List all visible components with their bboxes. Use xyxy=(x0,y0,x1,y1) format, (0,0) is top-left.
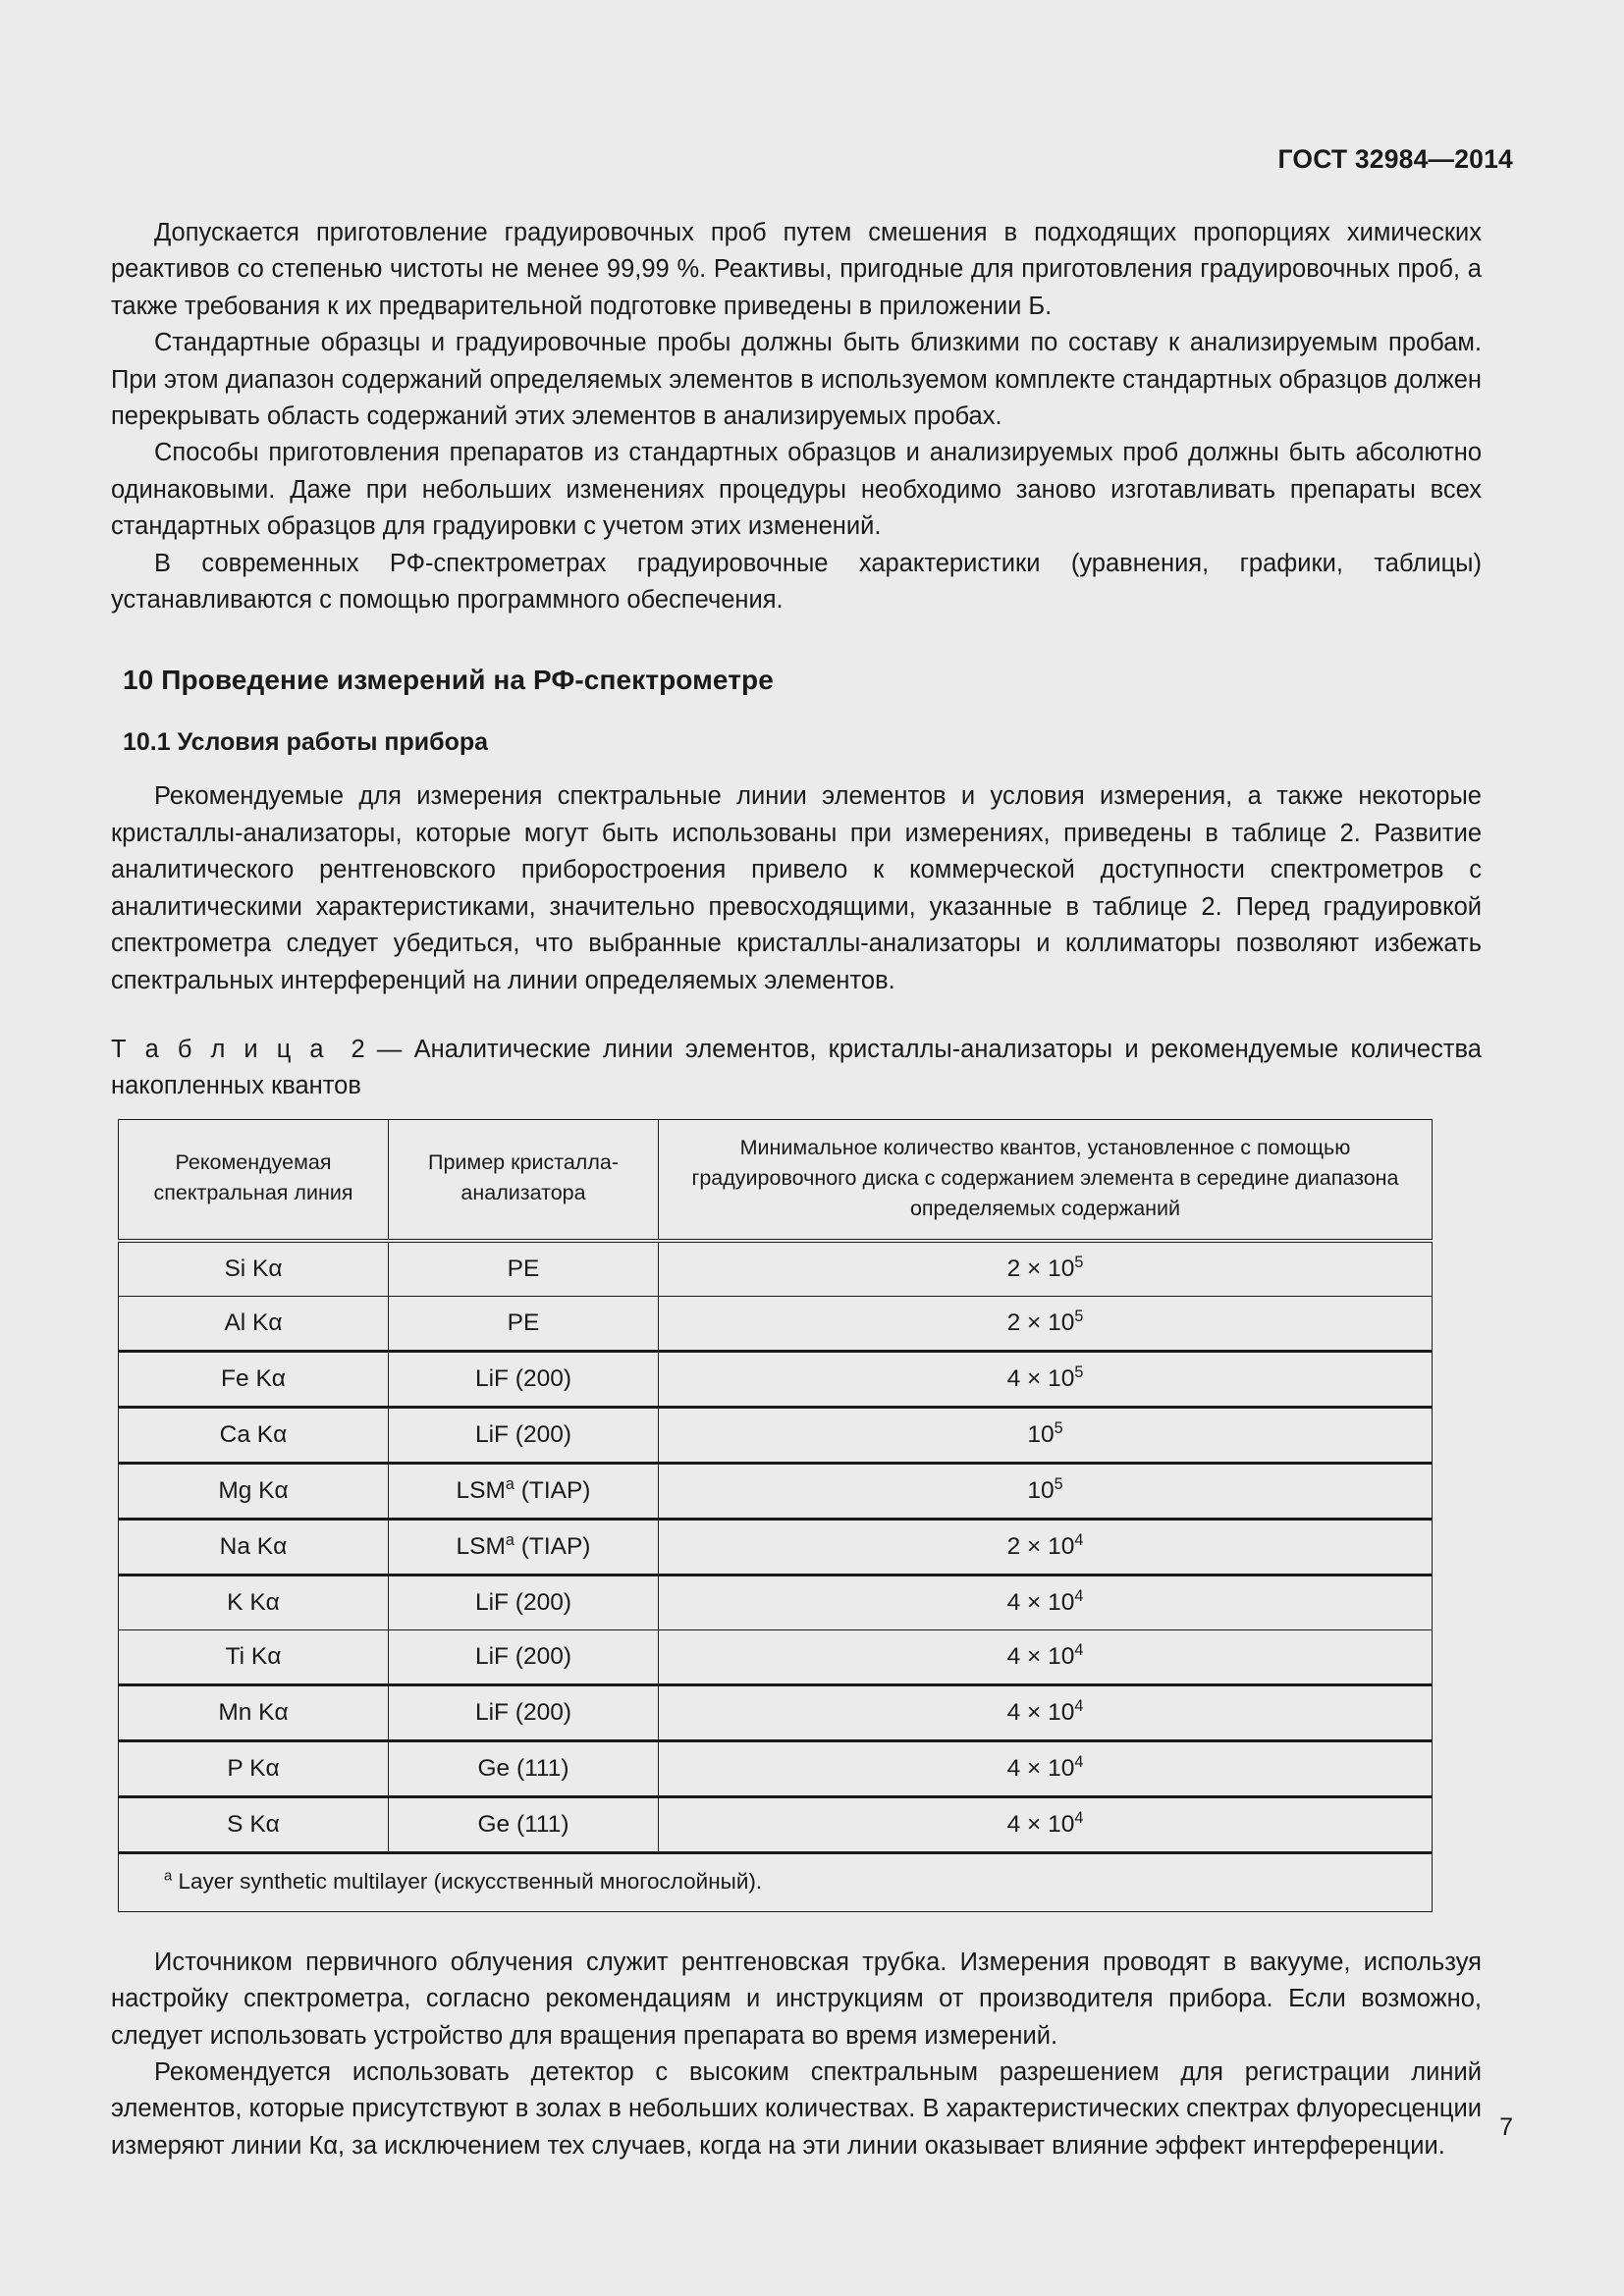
section-heading-10: 10 Проведение измерений на РФ-спектрометре xyxy=(123,665,774,696)
cell-spectral-line: Ca Kα xyxy=(119,1407,389,1463)
cell-spectral-line: Fe Kα xyxy=(119,1351,389,1407)
table-header-row xyxy=(119,1119,1433,1241)
cell-spectral-line: Al Kα xyxy=(119,1296,389,1351)
table-caption-label: Т а б л и ц а xyxy=(111,1035,327,1063)
table-row xyxy=(119,1629,1433,1684)
cell-min-quanta xyxy=(659,1296,1433,1351)
cell-crystal: LiF (200) xyxy=(389,1575,659,1629)
cell-spectral-line: Si Kα xyxy=(119,1241,389,1297)
cell-min-quanta xyxy=(659,1575,1433,1629)
paragraph-5: Рекомендуемые для измерения спектральные линии элементов и условия измерения, а также некоторые кристаллы-анализаторы, которые могут быть использованы при измерениях, приведены в таблице 2. Развитие аналитического рентгеновского приборостроения привело к коммерческой доступности спектрометров с аналитическими характеристиками, значительно превосходящими, указанные в таблице 2. Перед градуировкой спектрометра следует убедиться, что выбранные кристаллы-анализаторы и коллиматоры позволяют избежать спектральных интерференций на линии определяемых элементов. xyxy=(111,782,1482,994)
column-header-spectral-line xyxy=(119,1119,389,1241)
quanta-exponent: 5 xyxy=(1054,1418,1063,1437)
quanta-mantissa: 4 × 10 xyxy=(1006,1642,1075,1670)
cell-crystal: LiF (200) xyxy=(389,1351,659,1407)
cell-spectral-line: Mn Kα xyxy=(119,1684,389,1740)
table-row xyxy=(119,1296,1433,1351)
crystal-variant: (TIAP) xyxy=(514,1532,591,1560)
cell-min-quanta xyxy=(659,1740,1433,1796)
table-caption-text: Аналитические линии элементов, кристаллы-анализаторы и рекомендуемые количества накопленных квантов xyxy=(111,1035,1482,1100)
cell-min-quanta xyxy=(659,1463,1433,1519)
column-header-min-quanta: Минимальное количество квантов, установленное с помощью градуировочного диска с содержанием элемента в середине диапазона определяемых содержаний xyxy=(659,1119,1433,1241)
page-content xyxy=(111,215,1482,2164)
cell-min-quanta xyxy=(659,1241,1433,1297)
table-row xyxy=(119,1351,1433,1407)
paragraph-4: В современных РФ-спектрометрах градуировочные характеристики (уравнения, графики, таблицы) устанавливаются с помощью программного обеспечения. xyxy=(111,549,1482,614)
page-number: 7 xyxy=(1499,2113,1513,2141)
quanta-exponent: 5 xyxy=(1074,1362,1084,1381)
quanta-exponent: 5 xyxy=(1074,1253,1084,1271)
table-row xyxy=(119,1407,1433,1463)
cell-crystal xyxy=(389,1519,659,1575)
quanta-mantissa: 4 × 10 xyxy=(1006,1754,1075,1782)
cell-spectral-line: Na Kα xyxy=(119,1519,389,1575)
quanta-mantissa: 10 xyxy=(1027,1476,1055,1504)
table-footnote-row xyxy=(119,1852,1433,1911)
quanta-exponent: 4 xyxy=(1074,1696,1084,1715)
column-header-crystal-line1: Пример кристалла- xyxy=(428,1150,619,1175)
table-row xyxy=(119,1684,1433,1740)
document-standard-code: ГОСТ 32984—2014 xyxy=(1277,144,1513,174)
table-footnote xyxy=(119,1852,1433,1911)
cell-crystal: LiF (200) xyxy=(389,1684,659,1740)
column-header-crystal xyxy=(389,1119,659,1241)
footnote-text: Layer synthetic multilayer (искусственный многослойный). xyxy=(178,1868,763,1894)
crystal-variant: (TIAP) xyxy=(514,1476,591,1504)
cell-spectral-line: Mg Kα xyxy=(119,1463,389,1519)
quanta-mantissa: 2 × 10 xyxy=(1006,1532,1075,1560)
table-row xyxy=(119,1519,1433,1575)
cell-min-quanta xyxy=(659,1519,1433,1575)
cell-crystal: Ge (111) xyxy=(389,1796,659,1852)
cell-crystal: PE xyxy=(389,1296,659,1351)
paragraph-2: Стандартные образцы и градуировочные пробы должны быть близкими по составу к анализируемым пробам. При этом диапазон содержаний определяемых элементов в используемом комплекте стандартных образцов должен перекрывать область содержаний этих элементов в анализируемых пробах. xyxy=(111,329,1482,431)
table-row xyxy=(119,1740,1433,1796)
cell-spectral-line: K Kα xyxy=(119,1575,389,1629)
crystal-footnote-marker: a xyxy=(505,1530,514,1549)
analytical-lines-table xyxy=(118,1119,1433,1912)
quanta-mantissa: 4 × 10 xyxy=(1006,1588,1075,1616)
section-heading-10-1: 10.1 Условия работы прибора xyxy=(123,728,489,757)
cell-crystal: LiF (200) xyxy=(389,1407,659,1463)
table-body xyxy=(119,1241,1433,1912)
cell-min-quanta xyxy=(659,1796,1433,1852)
column-header-spectral-line-line1: Рекомендуемая xyxy=(175,1150,332,1175)
cell-min-quanta xyxy=(659,1684,1433,1740)
quanta-exponent: 4 xyxy=(1074,1640,1084,1659)
quanta-mantissa: 2 × 10 xyxy=(1006,1308,1075,1336)
quanta-mantissa: 10 xyxy=(1027,1420,1055,1448)
quanta-exponent: 4 xyxy=(1074,1530,1084,1549)
quanta-mantissa: 4 × 10 xyxy=(1006,1698,1075,1726)
table-caption-number: 2 xyxy=(351,1035,365,1063)
table-caption xyxy=(111,1032,1482,1105)
crystal-footnote-marker: a xyxy=(505,1474,514,1493)
cell-spectral-line: S Kα xyxy=(119,1796,389,1852)
cell-spectral-line: Ti Kα xyxy=(119,1629,389,1684)
quanta-exponent: 4 xyxy=(1074,1752,1084,1771)
footnote-marker: a xyxy=(164,1868,173,1885)
table-row xyxy=(119,1463,1433,1519)
paragraph-3: Способы приготовления препаратов из стандартных образцов и анализируемых проб должны быть абсолютно одинаковыми. Даже при небольших изменениях процедуры необходимо заново изготавливать препараты всех стандартных образцов для градуировки с учетом этих изменений. xyxy=(111,439,1482,541)
table-caption-dash: — xyxy=(376,1035,403,1063)
quanta-mantissa: 4 × 10 xyxy=(1006,1810,1075,1838)
quanta-exponent: 5 xyxy=(1074,1307,1084,1325)
cell-crystal: Ge (111) xyxy=(389,1740,659,1796)
table-header xyxy=(119,1119,1433,1241)
cell-min-quanta xyxy=(659,1629,1433,1684)
column-header-crystal-line2: анализатора xyxy=(460,1181,586,1205)
crystal-name: LSM xyxy=(456,1476,506,1504)
table-row xyxy=(119,1241,1433,1297)
quanta-mantissa: 4 × 10 xyxy=(1006,1364,1075,1392)
paragraph-6: Источником первичного облучения служит рентгеновская трубка. Измерения проводят в вакууме, используя настройку спектрометра, согласно рекомендациям и инструкциям от производителя прибора. Если возможно, следует использовать устройство для вращения препарата во время измерений. xyxy=(111,1948,1482,2050)
paragraph-1: Допускается приготовление градуировочных проб путем смешения в подходящих пропорциях химических реактивов со степенью чистоты не менее 99,99 %. Реактивы, пригодные для приготовления градуировочных проб, а также требования к их предварительной подготовке приведены в приложении Б. xyxy=(111,219,1482,320)
cell-crystal xyxy=(389,1463,659,1519)
cell-min-quanta xyxy=(659,1351,1433,1407)
paragraph-7: Рекомендуется использовать детектор с высоким спектральным разрешением для регистрации линий элементов, которые присутствуют в золах в небольших количествах. В характеристических спектрах флуоресценции измеряют линии Кα, за исключением тех случаев, когда на эти линии оказывает влияние эффект интерференции. xyxy=(111,2057,1482,2160)
quanta-exponent: 4 xyxy=(1074,1808,1084,1827)
cell-spectral-line: P Kα xyxy=(119,1740,389,1796)
cell-min-quanta xyxy=(659,1407,1433,1463)
table-row xyxy=(119,1575,1433,1629)
quanta-exponent: 5 xyxy=(1054,1474,1063,1493)
crystal-name: LSM xyxy=(456,1532,506,1560)
table-row xyxy=(119,1796,1433,1852)
quanta-exponent: 4 xyxy=(1074,1586,1084,1605)
cell-crystal: PE xyxy=(389,1241,659,1297)
column-header-spectral-line-line2: спектральная линия xyxy=(153,1181,353,1205)
cell-crystal: LiF (200) xyxy=(389,1629,659,1684)
quanta-mantissa: 2 × 10 xyxy=(1006,1255,1075,1282)
